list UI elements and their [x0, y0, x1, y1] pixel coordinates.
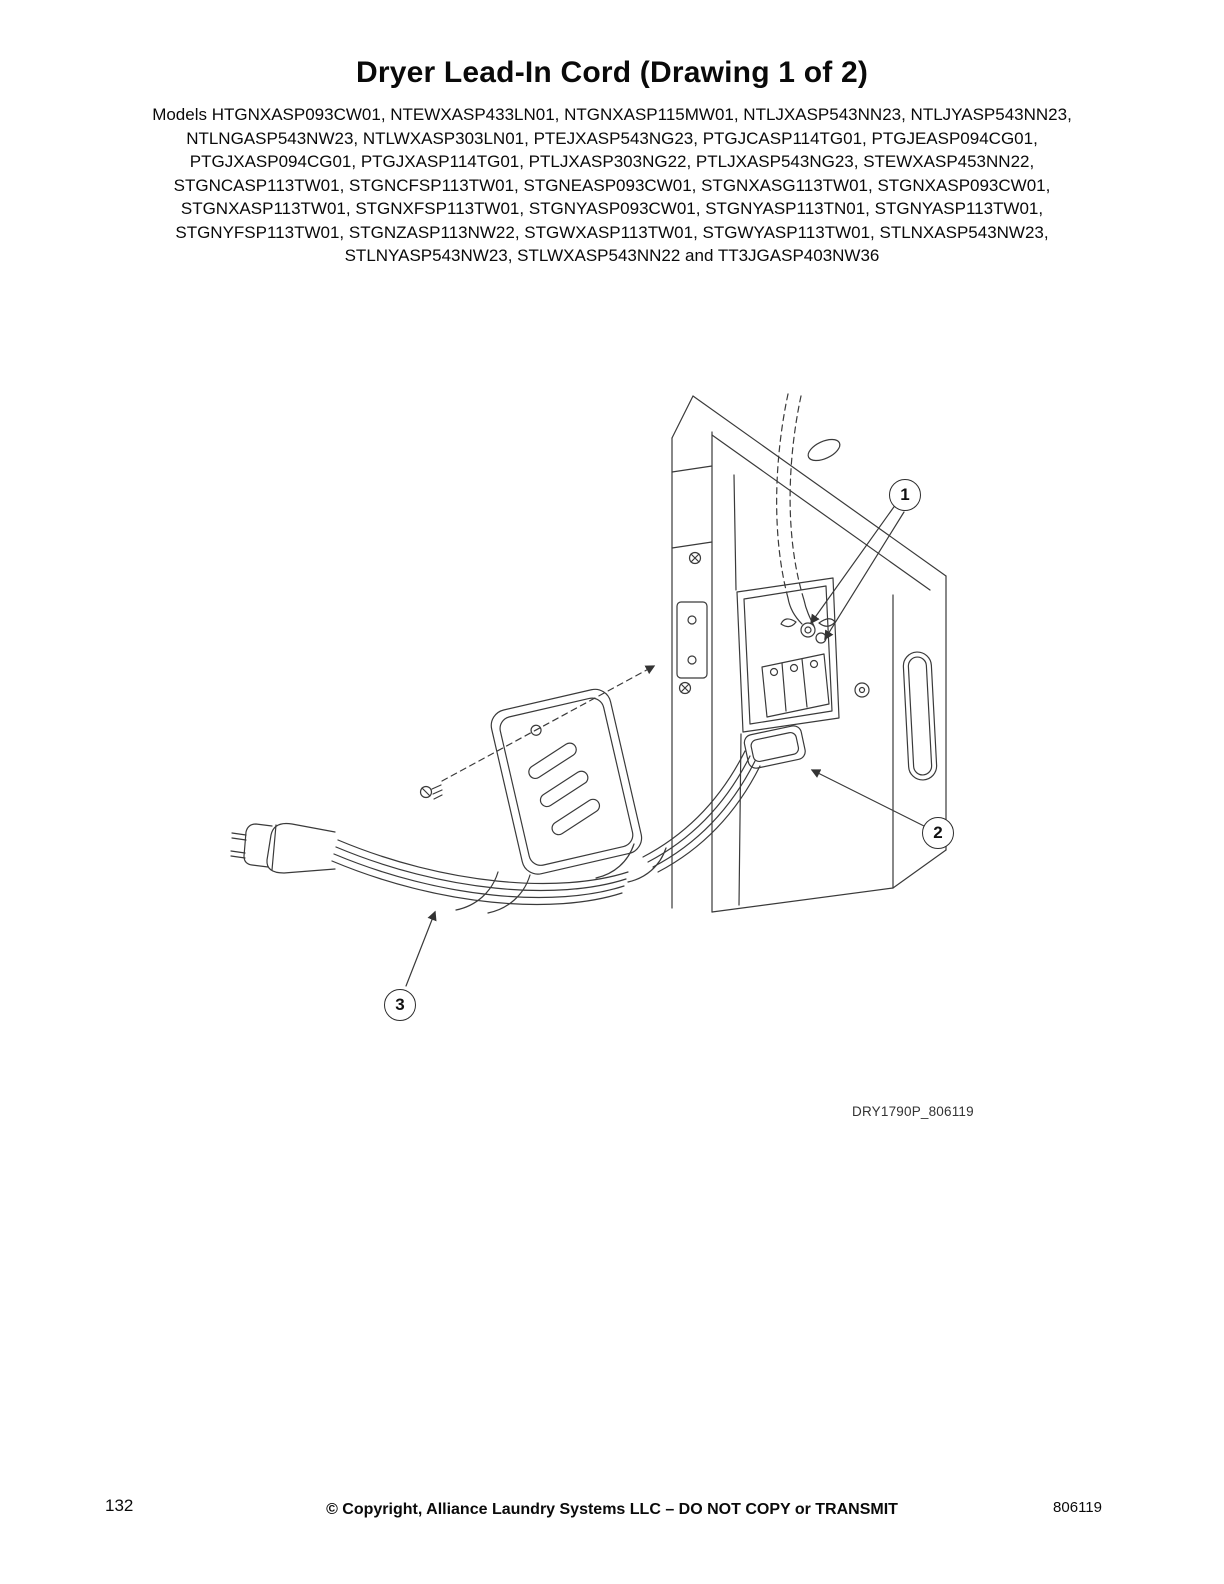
- power-plug: [231, 823, 335, 873]
- terminal-block: [737, 578, 839, 732]
- model-list-line: STGNYFSP113TW01, STGNZASP113NW22, STGWXASP113TW01, STGWYASP113TW01, STLNXASP543NW23,: [175, 222, 1049, 242]
- model-list-line: PTGJXASP094CG01, PTGJXASP114TG01, PTLJXASP303NG22, PTLJXASP543NG23, STEWXASP453NN22,: [189, 152, 1035, 171]
- callout-2: [922, 817, 954, 849]
- cover-plate: [488, 686, 645, 877]
- copyright-text: © Copyright, Alliance Laundry Systems LLC – DO NOT COPY or TRANSMIT: [326, 1501, 898, 1518]
- page-number: 132: [105, 1496, 134, 1515]
- model-list-line: Models HTGNXASP093CW01, NTEWXASP433LN01, NTGNXASP115MW01, NTLJXASP543NN23, NTLJYASP543NN23,: [152, 105, 1072, 124]
- callout-2-label: 2: [933, 823, 943, 842]
- lead-in-cord-diagram: [230, 380, 980, 1040]
- model-list-line: STGNCASP113TW01, STGNCFSP113TW01, STGNEASP093CW01, STGNXASG113TW01, STGNXASP093CW01,: [173, 175, 1051, 195]
- callout-leaders: [406, 504, 924, 986]
- model-list-line: NTLNGASP543NW23, NTLWXASP303LN01, PTEJXASP543NG23, PTGJCASP114TG01, PTGJEASP094CG01,: [186, 128, 1038, 148]
- ground-wire-and-clamp: [777, 394, 835, 643]
- page-title: Dryer Lead-In Cord (Drawing 1 of 2): [355, 56, 869, 89]
- model-list: [0, 103, 1224, 268]
- model-list-line: STGNXASP113TW01, STGNXFSP113TW01, STGNYASP093CW01, STGNYASP113TN01, STGNYASP113TW01,: [180, 199, 1044, 218]
- drawing-id-label: DRY1790P_806119: [852, 1104, 974, 1119]
- doc-number: 806119: [1053, 1499, 1102, 1516]
- technical-drawing: [230, 380, 980, 1040]
- mounting-screw: [421, 666, 655, 799]
- callout-3-label: 3: [395, 995, 405, 1014]
- lead-in-cord: [332, 751, 760, 913]
- callout-1-label: 1: [900, 485, 910, 504]
- rear-panel-lines: [672, 396, 946, 912]
- callout-1: [889, 479, 921, 511]
- callout-3: [384, 989, 416, 1021]
- model-list-line: STLNYASP543NW23, STLWXASP543NN22 and TT3JGASP403NW36: [344, 246, 880, 265]
